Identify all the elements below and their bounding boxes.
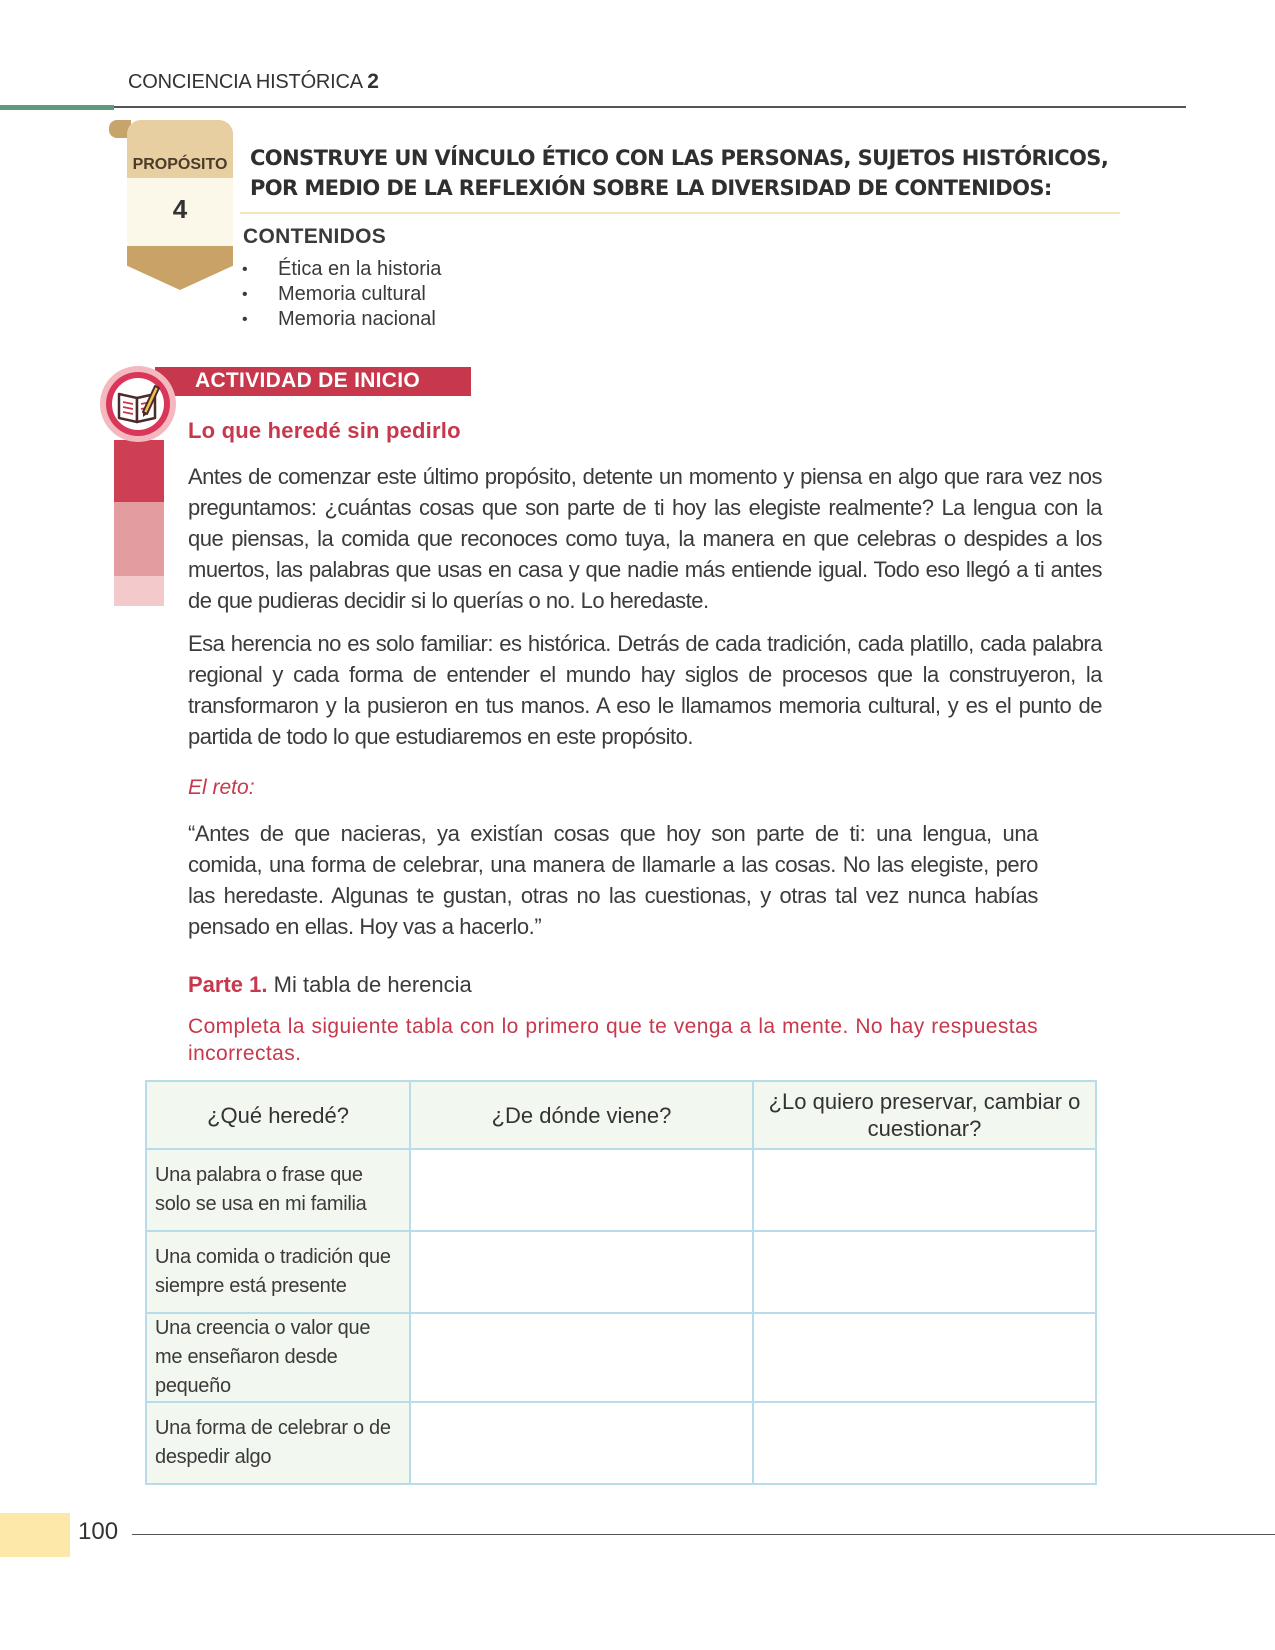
answer-cell[interactable] [753,1402,1096,1484]
contents-heading: CONTENIDOS [243,225,387,248]
activity-stripe-dark [114,440,164,502]
purpose-title: CONSTRUYE UN VÍNCULO ÉTICO CON LAS PERSONAS, SUJETOS HISTÓRICOS, POR MEDIO DE LA REFLEXIÓN SOBRE LA DIVERSIDAD DE CONTENIDOS: [250,146,1109,200]
running-header [128,70,379,94]
part-title: Mi tabla de herencia [273,972,472,997]
purpose-divider [240,212,1120,214]
answer-cell[interactable] [410,1402,753,1484]
list-item: • Memoria nacional [240,307,441,332]
intro-paragraph: Esa herencia no es solo familiar: es histórica. Detrás de cada tradición, cada platillo, cada palabra regional y cada forma de entender el mundo hay siglos de procesos que la construyeron, la transformaron y la pusieron en tus manos. A eso le llamamos memoria cultural, y es el punto de partida de todo lo que estudiaremos en este propósito. [188,631,1102,749]
list-item: • Memoria cultural [240,282,441,307]
column-header: ¿Lo quiero preservar, cambiar o cuestionar? [753,1081,1096,1149]
purpose-badge [125,120,235,290]
table-row [146,1313,1096,1402]
answer-cell[interactable] [410,1231,753,1313]
contents-list [240,257,441,332]
challenge-quote: “Antes de que nacieras, ya existían cosas que hoy son parte de ti: una lengua, una comida, una forma de celebrar, una manera de llamarle a las cosas. No las elegiste, pero las heredaste. Algunas te gustan, otras no las cuestionas, y otras tal vez nunca habías pensado en ellas. Hoy vas a hacerlo.” [188,821,1038,939]
page-number: 100 [78,1518,119,1545]
answer-cell[interactable] [753,1313,1096,1402]
activity-stripe-mid [114,502,164,576]
answer-cell[interactable] [753,1231,1096,1313]
list-item: • Ética en la historia [240,257,441,282]
instructions: Completa la siguiente tabla con lo primero que te venga a la mente. No hay respuestas incorrectas. [188,1015,1038,1065]
activity-label: ACTIVIDAD DE INICIO [195,369,421,392]
column-header: ¿Qué heredé? [146,1081,410,1149]
header-rule [114,106,1186,108]
part-label: Parte 1. [188,972,268,997]
running-header-title: CONCIENCIA HISTÓRICA [128,71,362,93]
part-heading [188,972,472,998]
badge-ribbon-tail [127,246,233,290]
activity-title: Lo que heredé sin pedirlo [188,418,461,443]
table-row [146,1402,1096,1484]
row-label: Una palabra o frase que solo se usa en mi familia [146,1149,410,1231]
table-row [146,1149,1096,1231]
intro-paragraph: Antes de comenzar este último propósito, detente un momento y piensa en algo que rara vez nos preguntamos: ¿cuántas cosas que son parte de ti hoy las elegiste realmente? La lengua con la que piensas, la comida que reconoces como tuya, la manera en que celebras o despides a los muertos, las palabras que usas en casa y que nadie más entiende igual. Todo eso llegó a ti antes de que pudieras decidir si lo querías o no. Lo heredaste. [188,464,1102,613]
row-label: Una forma de celebrar o de despedir algo [146,1402,410,1484]
header-accent-bar [0,105,114,110]
answer-cell[interactable] [410,1149,753,1231]
row-label: Una creencia o valor que me enseñaron desde pequeño [146,1313,410,1402]
footer-accent-box [0,1513,70,1557]
badge-number: 4 [172,194,188,224]
column-header: ¿De dónde viene? [410,1081,753,1149]
footer-rule [132,1534,1275,1535]
challenge-label: El reto: [188,776,255,799]
running-header-number: 2 [367,70,379,93]
table-header-row [146,1081,1096,1149]
table-row [146,1231,1096,1313]
heritage-table [145,1080,1097,1485]
answer-cell[interactable] [410,1313,753,1402]
activity-stripe-light [114,576,164,606]
badge-label: PROPÓSITO [132,156,228,173]
row-label: Una comida o tradición que siempre está presente [146,1231,410,1313]
answer-cell[interactable] [753,1149,1096,1231]
book-pencil-icon [115,382,161,426]
